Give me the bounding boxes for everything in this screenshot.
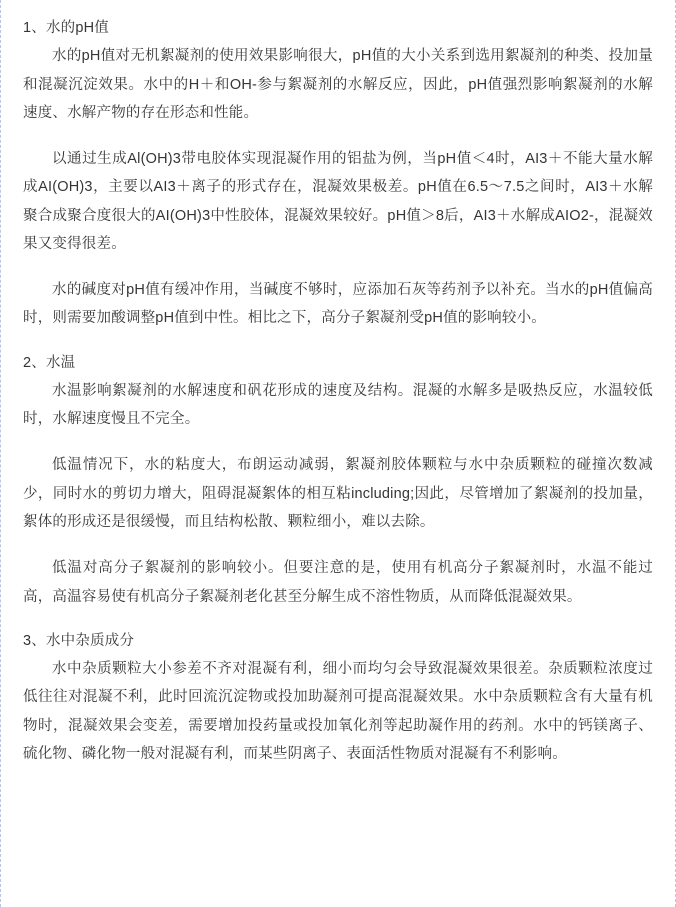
paragraph: 水中杂质颗粒大小参差不齐对混凝有利，细小而均匀会导致混凝效果很差。杂质颗粒浓度过低往往对混凝不利，此时回流沉淀物或投加助凝剂可提高混凝效果。水中杂质颗粒含有大量有机物时，混凝效果会变差，需要增加投药量或投加氧化剂等起助凝作用的药剂。水中的钙镁离子、硫化物、磷化物一般对混凝有利，而某些阴离子、表面活性物质对混凝有不利影响。 (23, 661, 653, 762)
section-spacer (23, 611, 653, 627)
paragraph: 低温情况下，水的粘度大，布朗运动减弱，絮凝剂胶体颗粒与水中杂质颗粒的碰撞次数减少，同时水的剪切力增大，阻碍混凝絮体的相互粘including;因此，尽管增加了絮凝剂的投加量，絮体的形成还是很缓慢，而且结构松散、颗粒细小，难以去除。 (23, 457, 653, 530)
paragraph: 低温对高分子絮凝剂的影响较小。但要注意的是，使用有机高分子絮凝剂时，水温不能过高，高温容易使有机高分子絮凝剂老化甚至分解生成不溶性物质，从而降低混凝效果。 (23, 560, 653, 605)
section-heading: 2、水温 (23, 354, 76, 371)
section-heading: 3、水中杂质成分 (23, 632, 135, 649)
paragraph-spacer (23, 433, 653, 451)
paragraph: 水的碱度对pH值有缓冲作用，当碱度不够时，应添加石灰等药剂予以补充。当水的pH值偏高时，则需要加酸调整pH值到中性。相比之下，高分子絮凝剂受pH值的影响较小。 (23, 282, 653, 327)
section-spacer (23, 333, 653, 349)
section-water-temperature (23, 349, 653, 611)
paragraph-spacer (23, 258, 653, 276)
paragraph: 水的pH值对无机絮凝剂的使用效果影响很大，pH值的大小关系到选用絮凝剂的种类、投加量和混凝沉淀效果。水中的H＋和OH-参与絮凝剂的水解反应，因此，pH值强烈影响絮凝剂的水解速度、水解产物的存在形态和性能。 (23, 48, 653, 121)
section-water-impurities (23, 627, 653, 768)
section-ph-value (23, 14, 653, 333)
paragraph: 水温影响絮凝剂的水解速度和矾花形成的速度及结构。混凝的水解多是吸热反应，水温较低时，水解速度慢且不完全。 (23, 382, 653, 428)
paragraph: 以通过生成Al(OH)3带电胶体实现混凝作用的铝盐为例，当pH值＜4时，AI3＋不能大量水解成AI(OH)3，主要以AI3＋离子的形式存在，混凝效果极差。pH值在6.5～7.5之间时，AI3＋水解聚合成聚合度很大的AI(OH)3中性胶体，混凝效果较好。pH值＞8后，AI3＋水解成AIO2-，混凝效果又变得很差。 (23, 151, 653, 252)
paragraph-spacer (23, 127, 653, 145)
paragraph-spacer (23, 536, 653, 554)
section-heading: 1、水的pH值 (23, 20, 109, 36)
document-body (23, 14, 653, 768)
